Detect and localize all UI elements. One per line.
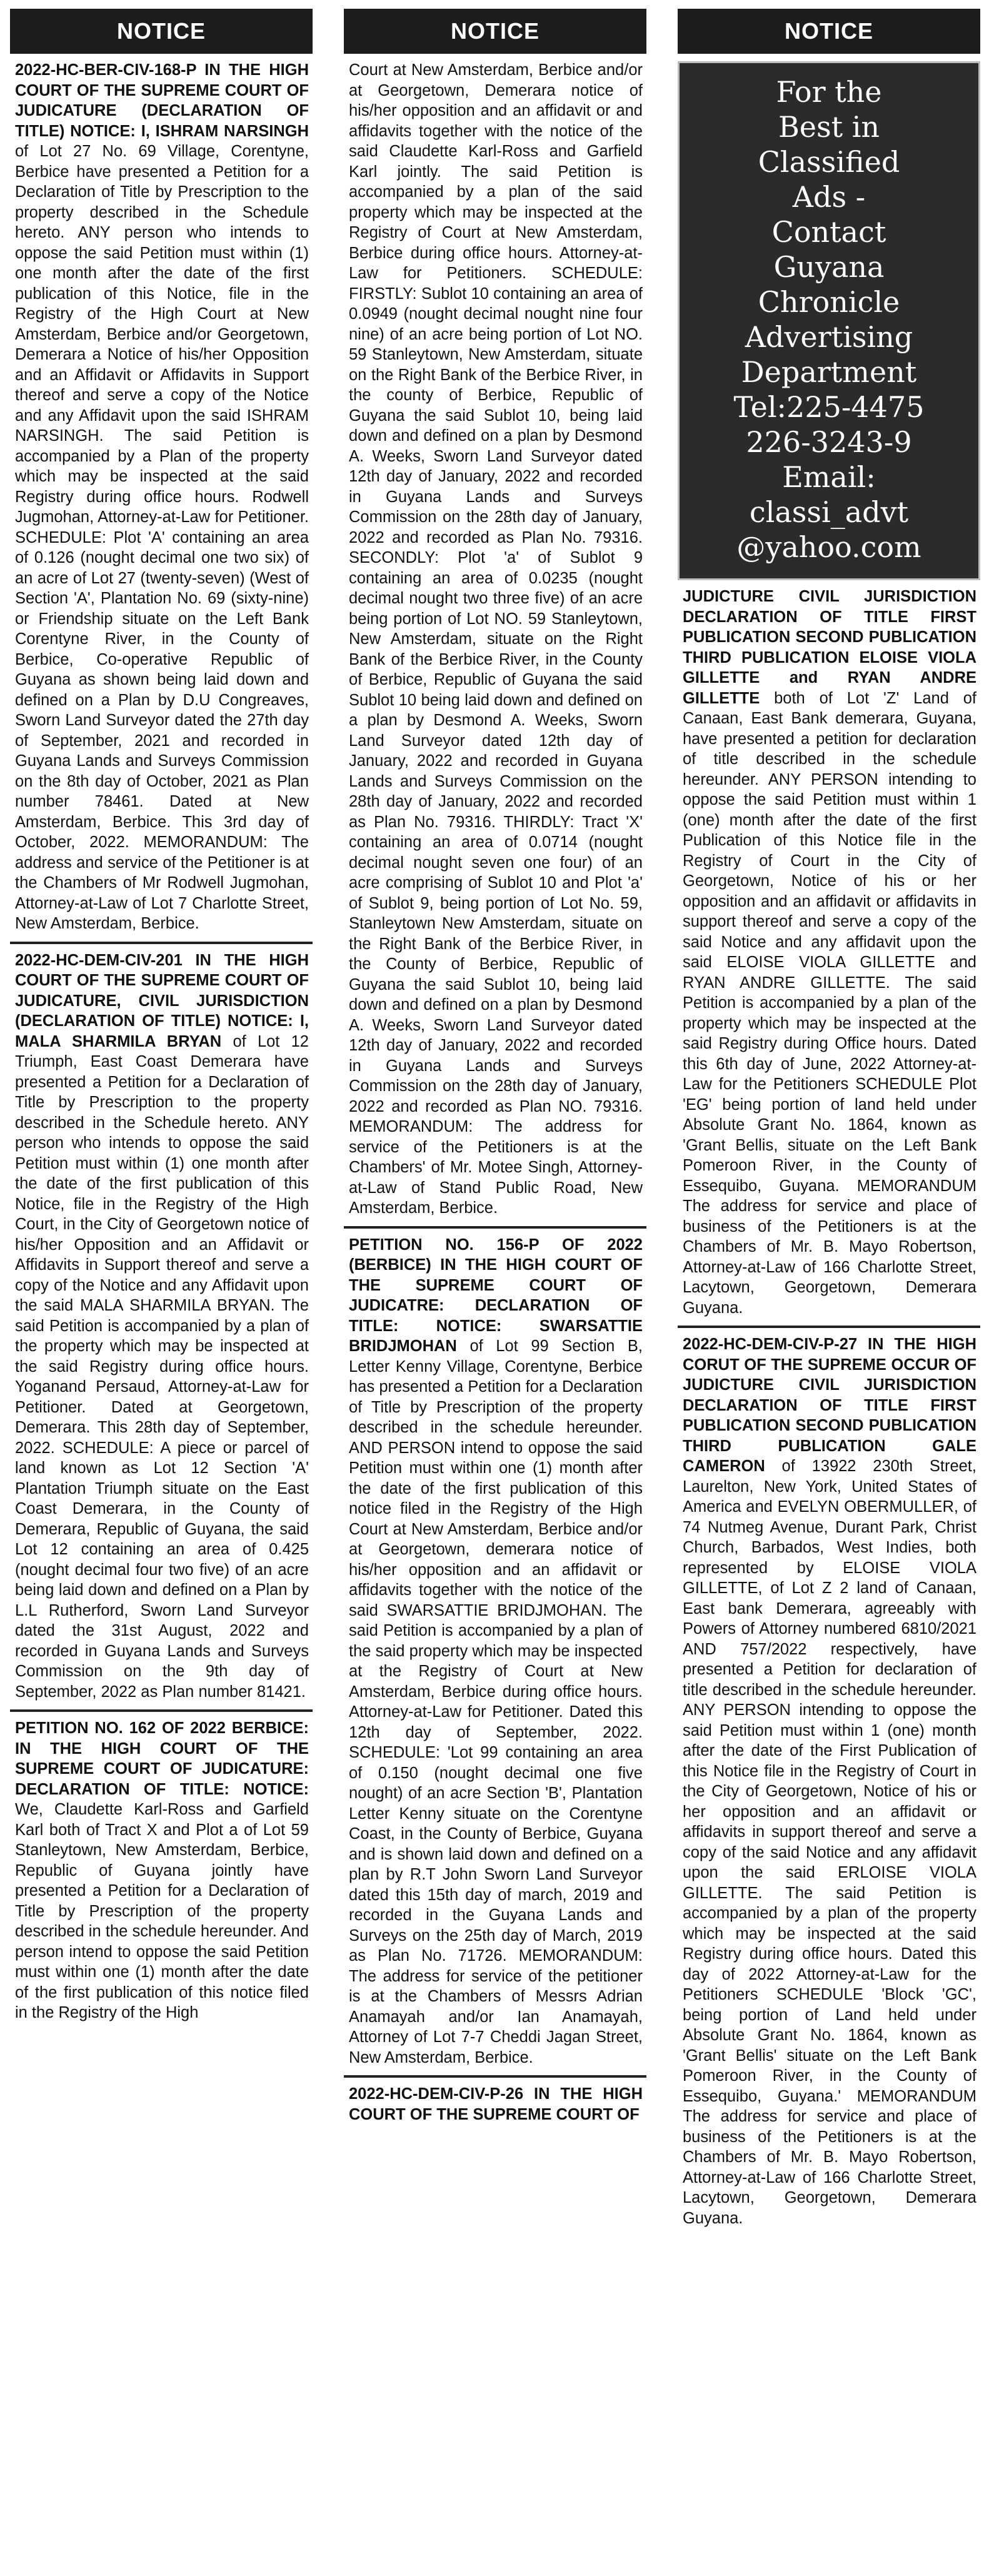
ad-phone: Tel:225-4475 <box>733 390 925 424</box>
column-2 <box>344 9 646 2132</box>
notice-heading: 2022-HC-DEM-CIV-P-26 IN THE HIGH COURT OF THE SUPREME COURT OF <box>349 2085 643 2123</box>
notice-body: both of Lot 'Z' Land of Canaan, East Bank demerara, Guyana, have presented a petition for declaration of title described in the schedule hereunder. ANY PERSON intending to oppose the said Petition must within 1 (one) month after the date of the first Publication of this Notice file in the Registry of Court in the City of Georgetown, Notice of his or her opposition and an affidavit or affidavits in support thereof and serve a copy of the said Notice and any affidavit upon the said ELOISE VIOLA GILLETTE and RYAN ANDRE GILLETTE. The said Petition is accompanied by a plan of the property which may be inspected at the said Registry during Office hours. Dated this 6th day of June, 2022 Attorney-at-Law for the Petitioners SCHEDULE Plot 'EG' being portion of land held under Absolute Grant No. 1864, known as 'Grant Bellis, situate on the Left Bank Pomeroon River, in the County of Essequibo, Guyana. MEMORANDUM The address for service and place of business of the Petitioners is at the Chambers of Mr. B. Mayo Robertson, Attorney-at-Law of 166 Charlotte Street, Lacytown, Georgetown, Demerara Guyana. <box>683 689 977 1317</box>
notice-body: of Lot 99 Section B, Letter Kenny Village, Corentyne, Berbice has presented a Petition for a Declaration of Title by Prescription of the property described in the schedule hereunder. AND PERSON intend to oppose the said Petition must within one (1) month after the date of the first publication of this notice filed in the Registry of the High Court at New Amsterdam, Berbice and/or at Georgetown, demerara notice of his/her opposition and an affidavit or affidavits together with the notice of the said SWARSATTIE BRIDJMOHAN. The said Petition is accompanied by a plan of the said property which may be inspected at the Registry of Court at New Amsterdam, Berbice during office hours. Attorney-at-Law for Petitioner. Dated this 12th day of September, 2022. SCHEDULE: 'Lot 99 containing an area of 0.150 (nought decimal one five nought) of an acre Section 'B', Plantation Letter Kenny situate on the Corentyne Coast, in the County of Berbice, Guyana and is shown laid down and defined on a plan by R.T John Sworn Land Surveyor dated this 15th day of march, 2019 and recorded in the Guyana Lands and Surveys on the 25th day of March, 2019 as Plan No. 71726. MEMORANDUM: The address for service of the petitioner is at the Chambers of Messrs Adrian Anamayah and/or Ian Anamayah, Attorney of Lot 7-7 Cheddi Jagan Street, New Amsterdam, Berbice. <box>349 1337 643 2066</box>
ad-line: Advertising <box>745 320 913 354</box>
notice <box>344 1229 646 2078</box>
ad-line: For the <box>776 75 882 109</box>
ad-email: @yahoo.com <box>736 530 921 564</box>
notice-heading: 2022-HC-DEM-CIV-201 IN THE HIGH COURT OF THE SUPREME COURT OF JUDICATURE, CIVIL JURISDICTION (DECLARATION OF TITLE) NOTICE: I, MALA SHARMILA BRYAN <box>15 951 309 1050</box>
notice-body: Court at New Amsterdam, Berbice and/or at Georgetown, Demerara notice of his/her opposition and an affidavit or and affidavits together with the notice of the said Claudette Karl-Ross and Garfield Karl jointly. The said Petition is accompanied by a plan of the said property which may be inspected at the Registry of Court at New Amsterdam, Berbice during office hours. Attorney-at-Law for Petitioners. SCHEDULE: FIRSTLY: Sublot 10 containing an area of 0.0949 (nought decimal nought nine four nine) of an acre being portion of Lot NO. 59 Stanleytown, New Amsterdam, situate on the Right Bank of the Berbice River, in the county of Berbice, Republic of Guyana the said Sublot 10, being laid down and defined on a plan by Desmond A. Weeks, Sworn Land Surveyor dated 12th day of January, 2022 and recorded in Guyana Lands and Surveys Commission on the 28th day of January, 2022 and recorded as Plan No. 79316. SECONDLY: Plot 'a' of Sublot 9 containing an area of 0.0235 (nought decimal nought two three five) of an acre being portion of Lot NO. 59 Stanleytown, New Amsterdam, situate on the Right Bank of the Berbice River, in the County of Berbice, Republic of Guyana the said Sublot 10 being laid down and defined on a plan by Desmond A. Weeks, Sworn Land Surveyor dated 12th day of January, 2022 and recorded in Guyana Lands and Surveys Commission on the 28th day of January, 2022 and recorded as Plan No. 79316. THIRDLY: Tract 'X' containing an area of 0.0714 (nought decimal nought seven one four) of an acre comprising of Sublot 10 and Plot 'a' of Sublot 9, being portion of Lot No. 59, Stanleytown New Amsterdam, situate on the Right Bank of the Berbice River, in the County of Berbice, Republic of Guyana the said Sublot 10, being laid down and defined on a plan by Desmond A. Weeks, Sworn Land Surveyor dated 12th day of January, 2022 and recorded in Guyana Lands and Surveys Commission on the 28th day of January, 2022 and recorded as Plan NO. 79316. MEMORANDUM: The address for service of the Petitioners is at the Chambers' of Mr. Motee Singh, Attorney-at-Law of Stand Public Road, New Amsterdam, Berbice. <box>349 61 643 1217</box>
ad-line: Ads - <box>792 180 866 214</box>
ad-line: Best in <box>778 110 880 144</box>
notice <box>678 1328 980 2236</box>
ad-phone: 226-3243-9 <box>746 425 912 459</box>
notice <box>344 2078 646 2132</box>
notice-body: of 13922 230th Street, Laurelton, New York, United States of America and EVELYN OBERMULLER, of 74 Nutmeg Avenue, Durant Park, Christ Church, Barbados, West Indies, both represented by ELOISE VIOLA GILLETTE, of Lot Z 2 land of Canaan, East bank Demerara, agreeably with Powers of Attorney numbered 6810/2021 AND 757/2022 respectively, have presented a Petition for declaration of title described in the schedule hereunder. ANY PERSON intending to oppose the said Petition must within 1 (one) month after the date of the First Publication of this Notice file in the Registry of Court in the City of Georgetown, Notice of his or her opposition and an affidavit or affidavits in support thereof and serve a copy of the said Notice and any affidavit upon the said ERLOISE VIOLA GILLETTE. The said Petition is accompanied by a plan of the property which may be inspected at the said Registry during office hours. Dated this day of 2022 Attorney-at-Law for the Petitioners SCHEDULE 'Block 'GC', being portion of Land held under Absolute Grant No. 1864, known as 'Grant Bellis' situate on the Left Bank Pomeroon River, in the County of Essequibo, Guyana.' MEMORANDUM The address for service and place of business of the Petitioners is at the Chambers of Mr. B. Mayo Robertson, Attorney-at-Law of 166 Charlotte Street, Lacytown, Georgetown, Demerara Guyana. <box>683 1457 976 2227</box>
notice-heading: JUDICTURE CIVIL JURISDICTION DECLARATION OF TITLE FIRST PUBLICATION SECOND PUBLICATION THIRD PUBLICATION ELOISE VIOLA GILLETTE and RYAN ANDRE GILLETTE <box>683 588 976 707</box>
notice <box>10 54 313 944</box>
column-header: NOTICE <box>10 9 313 54</box>
notice <box>10 944 313 1713</box>
notice <box>344 54 646 1229</box>
ad-line: Department <box>741 355 917 389</box>
notice-body: of Lot 27 No. 69 Village, Corentyne, Berbice have presented a Petition for a Declaration of Title by Prescription to the property described in the Schedule hereto. ANY person who intends to oppose the said Petition must within (1) one month after the date of the first publication of this Notice, file in the Registry of the High Court at New Amsterdam, Berbice and/or Georgetown, Demerara a Notice of his/her Opposition and an Affidavit or Affidavits in Support thereof and serve a copy of the Notice and any Affidavit upon the said ISHRAM NARSINGH. The said Petition is accompanied by a Plan of the property which may be inspected at the said Registry during office hours. Rodwell Jugmohan, Attorney-at-Law for Petitioner. SCHEDULE: Plot 'A' containing an area of 0.126 (nought decimal one two six) of an acre of Lot 27 (twenty-seven) (West of Section 'A', Plantation No. 69 (sixty-nine) or Friendship situate on the Left Bank Corentyne River, in the County of Berbice, Co-operative Republic of Guyana as shown being laid down and defined on a Plan by D.U Congreaves, Sworn Land Surveyor dated the 27th day of September, 2021 and recorded in Guyana Lands and Surveys Commission on the 8th day of October, 2021 as Plan number 78461. Dated at New Amsterdam, Berbice. This 3rd day of October, 2022. MEMORANDUM: The address and service of the Petitioner is at the Chambers of Mr Rodwell Jugmohan, Attorney-at-Law of Lot 7 Charlotte Street, New Amsterdam, Berbice. <box>15 143 309 932</box>
notice-body: We, Claudette Karl-Ross and Garfield Karl both of Tract X and Plot a of Lot 59 Stanleytown, New Amsterdam, Berbice, Republic of Guyana jointly have presented a Petition for a Declaration of Title by Prescription of the property described in the schedule hereunder. And person intend to oppose the said Petition must within one (1) month after the date of the first publication of this notice filed in the Registry of the High <box>15 1801 309 2021</box>
notice <box>678 580 980 1328</box>
notice-body: of Lot 12 Triumph, East Coast Demerara have presented a Petition for a Declaration of Title by Prescription to the property described in the Schedule hereto. ANY person who intends to oppose the said Petition must within (1) one month after the date of the first publication of this Notice, file in the Registry of the High Court, in the City of Georgetown notice of his/her Opposition and an Affidavit or Affidavits in Support thereof and serve a copy of the Notice and any Affidavit upon the said MALA SHARMILA BRYAN. The said Petition is accompanied by a plan of the property which may be inspected at the said Registry during office hours. Yoganand Persaud, Attorney-at-Law for Petitioner. Dated at Georgetown, Demerara. This 28th day of September, 2022. SCHEDULE: A piece or parcel of land known as Lot 12 Section 'A' Plantation Triumph situate on the East Coast Demerara, in the County of Demerara, Republic of Guyana, the said Lot 12 containing an area of 0.425 (nought decimal four two five) of an acre being laid down and defined on a Plan by L.L Rutherford, Sworn Land Surveyor dated the 31st August, 2022 and recorded in Guyana Lands and Surveys Commission on the 9th day of September, 2022 as Plan number 81421. <box>15 1032 309 1701</box>
column-header: NOTICE <box>678 9 980 54</box>
classified-ad-banner <box>678 61 980 580</box>
notice-heading: PETITION NO. 156-P OF 2022 (BERBICE) IN THE HIGH COURT OF THE SUPREME COURT OF JUDICATRE: DECLARATION OF TITLE: NOTICE: SWARSATTIE BRIDJMOHAN <box>349 1235 643 1355</box>
notice <box>10 1712 313 2031</box>
column-3 <box>678 9 980 2236</box>
notice-heading: PETITION NO. 162 OF 2022 BERBICE: IN THE HIGH COURT OF THE SUPREME COURT OF JUDICATURE: DECLARATION OF TITLE: NOTICE: <box>15 1719 309 1798</box>
notice-heading: 2022-HC-DEM-CIV-P-27 IN THE HIGH CORUT OF THE SUPREME OCCUR OF JUDICTURE CIVIL JURISDICTION DECLARATION OF TITLE FIRST PUBLICATION SECOND PUBLICATION THIRD PUBLICATION GALE CAMERON <box>683 1336 976 1475</box>
ad-line: Guyana <box>773 250 885 284</box>
ad-line: Email: <box>782 460 876 494</box>
ad-line: Classified <box>758 145 900 179</box>
column-1 <box>10 9 313 2031</box>
ad-email: classi_advt <box>749 495 909 529</box>
ad-line: Chronicle <box>758 285 900 319</box>
column-header: NOTICE <box>344 9 646 54</box>
notice-heading: 2022-HC-BER-CIV-168-P IN THE HIGH COURT OF THE SUPREME COURT OF JUDICATURE (DECLARATION OF TITLE) NOTICE: I, ISHRAM NARSINGH <box>15 61 309 140</box>
ad-line: Contact <box>771 215 886 249</box>
